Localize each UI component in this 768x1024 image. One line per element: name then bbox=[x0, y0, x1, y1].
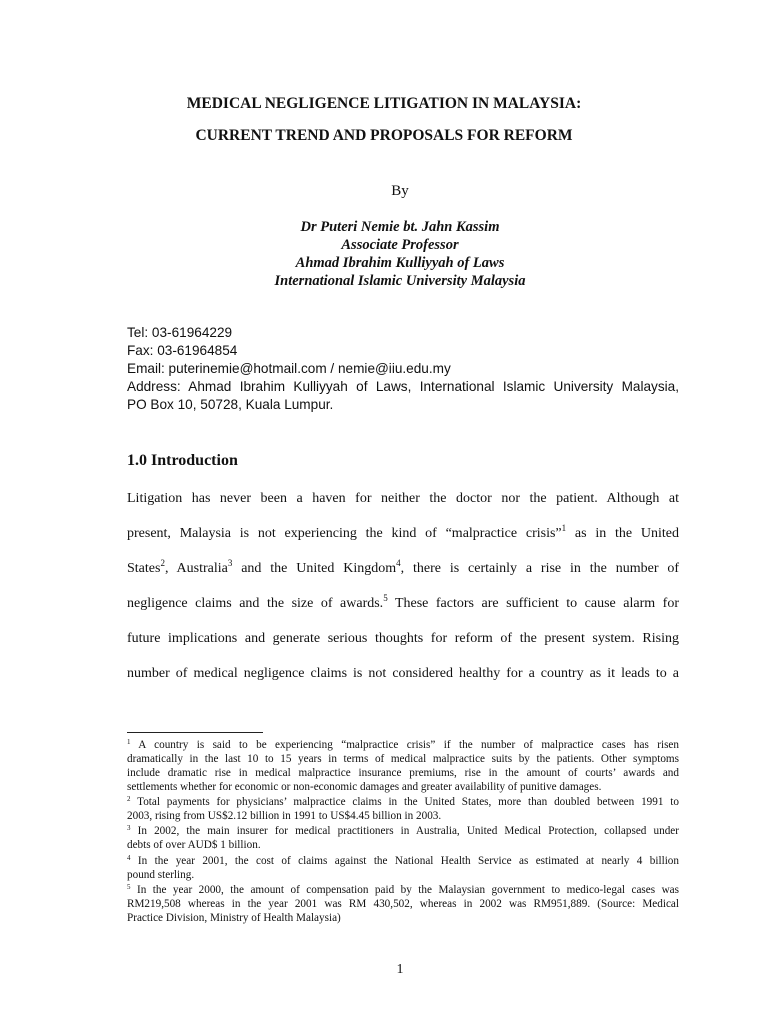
footnote-number: 4 bbox=[127, 854, 131, 862]
footnote-1-line-1 bbox=[127, 738, 679, 752]
footnote-ref-3: 3 bbox=[227, 558, 233, 568]
author-university: International Islamic University Malaysia bbox=[274, 273, 526, 289]
footnote-number: 1 bbox=[127, 738, 131, 746]
body-line-5: future implications and generate serious thoughts for reform of the present system. Rising bbox=[127, 631, 679, 646]
footnote-text: In 2002, the main insurer for medical practitioners in Australia, United Medical Protection, collapsed under bbox=[130, 825, 679, 837]
footnote-ref-4: 4 bbox=[396, 558, 401, 568]
contact-email: Email: puterinemie@hotmail.com / nemie@iiu.edu.my bbox=[127, 361, 451, 376]
section-heading: 1.0 Introduction bbox=[127, 452, 238, 469]
body-line-6: number of medical negligence claims is not considered healthy for a country as it leads to a bbox=[127, 666, 679, 681]
footnote-separator bbox=[127, 732, 263, 733]
footnote-1-line-2: dramatically in the last 10 to 15 years in terms of medical malpractice suits by the patients. Other symptoms bbox=[127, 753, 679, 765]
footnote-text: Total payments for physicians’ malpractice claims in the United States, more than doubled between 1991 to bbox=[130, 796, 679, 808]
body-text: , Australia bbox=[164, 561, 228, 576]
footnote-5-line-2: RM219,508 whereas in the year 2001 was RM 430,502, whereas in 2002 was RM951,889. (Source: Medical bbox=[127, 898, 679, 910]
byline: By bbox=[391, 183, 409, 199]
body-line-1: Litigation has never been a haven for neither the doctor nor the patient. Although at bbox=[127, 491, 679, 506]
paper-title-line-2: CURRENT TREND AND PROPOSALS FOR REFORM bbox=[195, 127, 573, 144]
author-position: Associate Professor bbox=[341, 237, 459, 253]
contact-fax: Fax: 03-61964854 bbox=[127, 343, 238, 358]
footnote-ref-5: 5 bbox=[383, 593, 388, 603]
footnote-number: 5 bbox=[127, 883, 131, 891]
footnote-1-line-4: settlements whether for economic or non-economic damages and greater availability of punitive damages. bbox=[127, 781, 602, 793]
body-line-3 bbox=[127, 558, 680, 577]
paper-title-line-1: MEDICAL NEGLIGENCE LITIGATION IN MALAYSIA: bbox=[186, 95, 582, 112]
body-text: , there is certainly a rise in the number of bbox=[400, 561, 680, 576]
body-line-4 bbox=[127, 593, 679, 612]
footnote-text: In the year 2000, the amount of compensation paid by the Malaysian government to medico-legal cases was bbox=[130, 884, 679, 896]
footnote-number: 3 bbox=[127, 824, 131, 832]
footnote-4-line-1 bbox=[127, 854, 679, 868]
footnote-2-line-2: 2003, rising from US$2.12 billion in 1991 to US$4.45 billion in 2003. bbox=[127, 810, 442, 822]
footnote-5-line-1 bbox=[127, 883, 679, 897]
body-text: These factors are sufficient to cause alarm for bbox=[387, 596, 679, 611]
footnote-number: 2 bbox=[127, 795, 131, 803]
footnote-4-line-2: pound sterling. bbox=[127, 869, 195, 881]
body-text: States bbox=[127, 561, 161, 576]
author-name: Dr Puteri Nemie bt. Jahn Kassim bbox=[300, 219, 500, 235]
footnote-text: A country is said to be experiencing “malpractice crisis” if the number of malpractice cases has risen bbox=[130, 739, 679, 751]
footnote-3-line-2: debts of over AUD$ 1 billion. bbox=[127, 839, 261, 851]
body-text: and the United Kingdom bbox=[232, 561, 397, 576]
contact-address-line-1: Address: Ahmad Ibrahim Kulliyyah of Laws, International Islamic University Malaysia, bbox=[127, 379, 679, 394]
contact-tel: Tel: 03-61964229 bbox=[127, 325, 233, 340]
footnote-3-line-1 bbox=[127, 824, 679, 838]
footnote-text: In the year 2001, the cost of claims against the National Health Service as estimated at nearly 4 billion bbox=[130, 855, 679, 867]
page-number: 1 bbox=[396, 962, 404, 977]
footnote-ref-1: 1 bbox=[561, 523, 567, 533]
footnote-ref-2: 2 bbox=[160, 558, 165, 568]
contact-address-line-2: PO Box 10, 50728, Kuala Lumpur. bbox=[127, 397, 334, 412]
author-faculty: Ahmad Ibrahim Kulliyyah of Laws bbox=[295, 255, 505, 271]
footnote-5-line-3: Practice Division, Ministry of Health Malaysia) bbox=[127, 912, 341, 924]
body-line-2 bbox=[127, 523, 679, 542]
footnote-1-line-3: include dramatic rise in medical malpractice insurance premiums, rise in the amount of courts’ awards and bbox=[127, 767, 679, 779]
footnote-2-line-1 bbox=[127, 795, 679, 809]
body-text: present, Malaysia is not experiencing the kind of “malpractice crisis” bbox=[127, 526, 562, 541]
body-text: negligence claims and the size of awards. bbox=[127, 596, 384, 611]
body-text: as in the United bbox=[566, 526, 679, 541]
